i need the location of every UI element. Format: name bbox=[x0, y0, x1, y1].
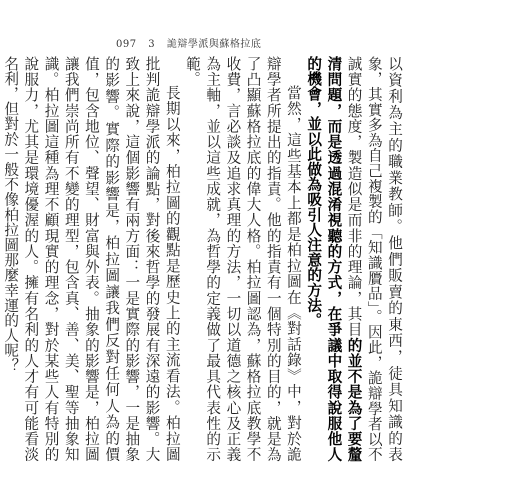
chapter-number: 3 bbox=[148, 39, 156, 50]
chapter-title: 詭辯學派與蘇格拉底 bbox=[166, 39, 262, 50]
text-segment: 長期以來，柏拉圖的觀點是歷史上的主流看法。柏拉圖批判詭辯學派的論點，對後來哲學的發展有深遠的影響。大致上來說，這個影響有兩方面：一是實際的影響，一是抽象的影響。實際的影響是，柏拉圖讓我們反對任何人為的價值，包含地位、聲望、財富與外表。抽象的影響是，柏拉圖讓我們崇尚所有不變的理型，包含真、善、美、聖等抽象知識。柏拉圖這種為理不顧現實的理念，對於某些人有特別的說服力，尤其是環境優渥的人。擁有名利的人才有可能看淡名利，但對於一般不像柏拉圖那麼幸運的人呢？ bbox=[2, 56, 181, 462]
text-segment: 以資利為主的職業教師。他們販賣的東西，徒具知識的表象，其實多為自己複製的「知識贗品」。因此，詭辯學者以不誠實的態度，製造似是而非的理論，其目 bbox=[345, 56, 403, 462]
bold-text-segment: 的並不是為了要釐清問題，而是透過混淆視聽的方式，在爭議中取得說服他人的機會，並以此做為吸引人注意的方法。 bbox=[305, 56, 363, 462]
text-segment: 當然，這些基本上都是柏拉圖在《對話錄》中，對於詭辯學者所提出的指責。他的指責有一個特別的目的，就是為了凸顯蘇格拉底的偉大人格。柏拉圖認為，蘇格拉底教學不收費，言必談及追求真理的方法，一切以道德之核心及正義為主軸，並以這些成就，為哲學的定義做了最具代表性的示範。 bbox=[183, 56, 302, 462]
body-text bbox=[0, 56, 404, 462]
page-number: 097 bbox=[116, 39, 137, 50]
running-header bbox=[116, 35, 269, 50]
paragraph bbox=[303, 56, 404, 462]
paragraph bbox=[0, 56, 182, 462]
paragraph bbox=[182, 56, 303, 462]
